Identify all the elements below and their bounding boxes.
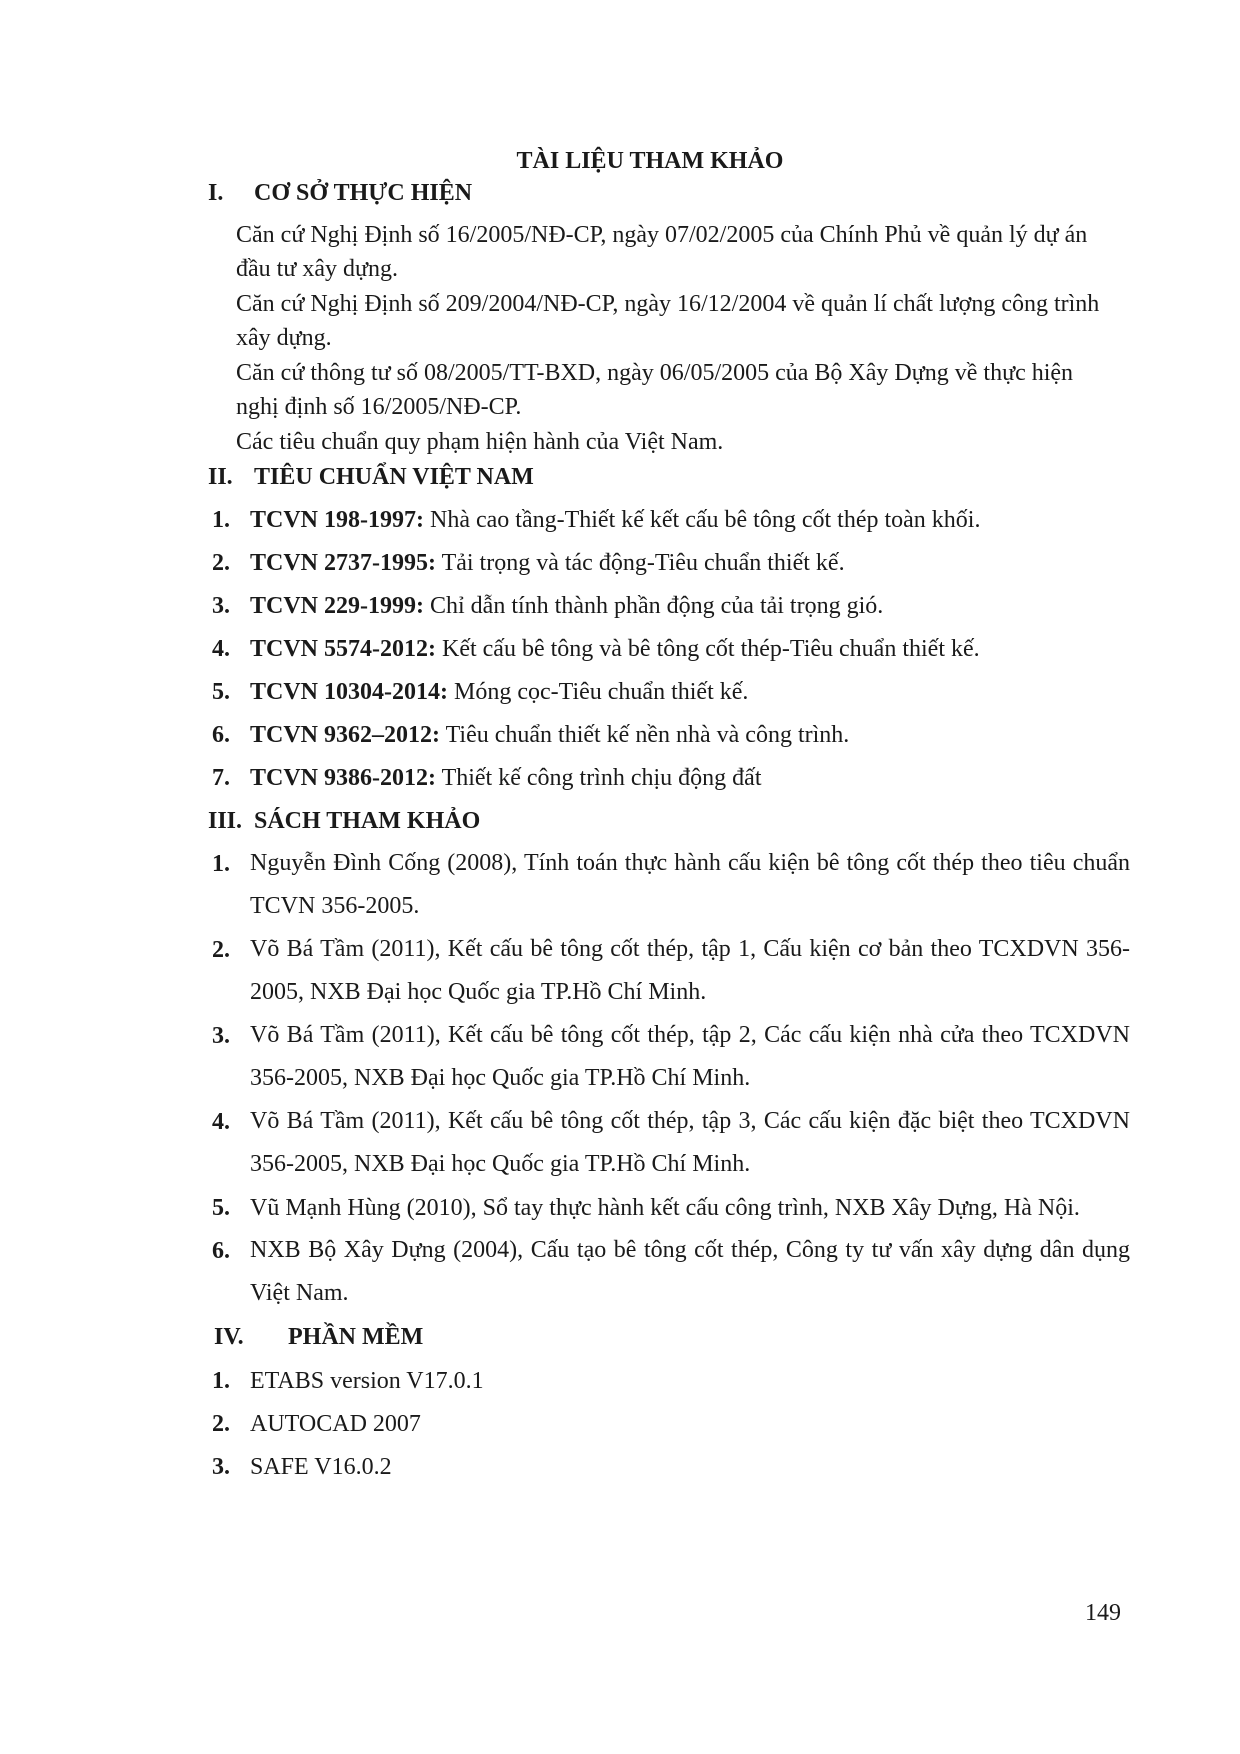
reference-text: Võ Bá Tầm (2011), Kết cấu bê tông cốt thép, tập 1, Cấu kiện cơ bản theo TCXDVN 356-2005, NXB Đại học Quốc gia TP.Hồ Chí Minh. (250, 936, 1130, 1005)
software-name: SAFE V16.0.2 (250, 1454, 392, 1480)
document-page: TÀI LIỆU THAM KHẢO I. CƠ SỞ THỰC HIỆN Căn cứ Nghị Định số 16/2005/NĐ-CP, ngày 07/02/2005 của Chính Phủ về quản lý dự án đầu tư xây dựng. Căn cứ Nghị Định số 209/2004/NĐ-CP, ngày 16/12/2004 về quản lí chất lượng công trình xây dựng. Căn cứ thông tư số 08/2005/TT-BXD, ngày 06/05/2005 của Bộ Xây Dựng về thực hiện nghị định số 16/2005/NĐ-CP. Các tiêu chuẩn quy phạm hiện hành của Việt Nam. II. TIÊU CHUẨN VIỆT NAM 1. TCVN 198-1997: Nhà cao tầng-Thiết kế kết cấu bê tông cốt thép toàn khối. 2. TCVN 2737-1995: Tải trọng và tác động-Tiêu chuẩn thiết kế. 3. TCVN 229-1999: Chỉ dẫn tính thành phần động của tải trọng gió. 4. TCVN 5574-2012: Kết cấu bê tông và bê tông cốt thép-Tiêu chuẩn thiết kế. 5. TCVN 10304-2014: Móng cọc-Tiêu chuẩn thiết kế. 6. TCVN 9362–2012: Tiêu chuẩn thiết kế nền nhà và công trình. 7. TCVN 9386-2012: Thiết kế công trình chịu động đất III. SÁCH THAM KHẢO 1. Nguyễn Đình Cống (2008), Tính toán thực hành cấu kiện bê tông cốt thép theo tiêu chuẩn TCVN 356-2005. 2. Võ Bá Tầm (2011), Kết cấu bê tông cốt thép, tập 1, Cấu kiện cơ bản theo TCXDVN 356-2005, NXB Đại học Quốc gia TP.Hồ Chí Minh. 3. Võ Bá Tầm (2011), Kết cấu bê tông cốt thép, tập 2, Các cấu kiện nhà cửa theo TCXDVN 356-2005, NXB Đại học Quốc gia TP.Hồ Chí Minh. 4. Võ Bá Tầm (2011), Kết cấu bê tông cốt thép, tập 3, Các cấu kiện đặc biệt theo TCXDVN 356-2005, NXB Đại học Quốc gia TP.Hồ Chí Minh. 5. Vũ Mạnh Hùng (2010), Sổ tay thực hành kết cấu công trình, NXB Xây Dựng, Hà Nội. 6. NXB Bộ Xây Dựng (2004), Cấu tạo bê tông cốt thép, Công ty tư vấn xây dựng dân dụng Việt Nam. IV. PHẦN MỀM 1. ETABS version V17.0.1 2. AUTOCAD 2007 3. SAFE V16.0.2 149 (0, 0, 1240, 1754)
item-number: 4. (212, 1109, 230, 1135)
item-number: 2. (212, 1411, 230, 1437)
reference-text: NXB Bộ Xây Dựng (2004), Cấu tạo bê tông cốt thép, Công ty tư vấn xây dựng dân dụng Việt Nam. (250, 1237, 1130, 1306)
item-number: 2. (212, 937, 230, 963)
section-title: CƠ SỞ THỰC HIỆN (254, 180, 473, 206)
standard-title: Móng cọc-Tiêu chuẩn thiết kế. (448, 679, 749, 705)
item-number: 2. (212, 550, 230, 576)
item-number: 4. (212, 636, 230, 662)
reference-text: Nguyễn Đình Cống (2008), Tính toán thực hành cấu kiện bê tông cốt thép theo tiêu chuẩn TCVN 356-2005. (250, 850, 1130, 919)
paragraph: Các tiêu chuẩn quy phạm hiện hành của Việt Nam. (236, 429, 724, 455)
standard-title: Nhà cao tầng-Thiết kế kết cấu bê tông cốt thép toàn khối. (424, 507, 981, 533)
standard-title: Tiêu chuẩn thiết kế nền nhà và công trình. (440, 722, 850, 748)
section-number: I. (208, 180, 224, 206)
standard-code: TCVN 2737-1995 (250, 550, 428, 576)
item-number: 7. (212, 765, 230, 791)
reference-text: Vũ Mạnh Hùng (2010), Sổ tay thực hành kết cấu công trình, NXB Xây Dựng, Hà Nội. (250, 1195, 1080, 1221)
page-number: 149 (1085, 1600, 1121, 1626)
item-number: 3. (212, 593, 230, 619)
standard-code: TCVN 5574-2012 (250, 636, 428, 662)
standard-code: TCVN 9362–2012 (250, 722, 433, 748)
item-number: 5. (212, 679, 230, 705)
paragraph: Căn cứ thông tư số 08/2005/TT-BXD, ngày 06/05/2005 của Bộ Xây Dựng về thực hiện nghị định số 16/2005/NĐ-CP. (236, 360, 1074, 420)
standard-title: Chỉ dẫn tính thành phần động của tải trọng gió. (424, 593, 884, 619)
section-title: TIÊU CHUẨN VIỆT NAM (254, 464, 534, 490)
standard-title: Kết cấu bê tông và bê tông cốt thép-Tiêu chuẩn thiết kế. (436, 636, 980, 662)
item-number: 6. (212, 722, 230, 748)
item-number: 1. (212, 507, 230, 533)
item-number: 1. (212, 851, 230, 877)
item-number: 3. (212, 1023, 230, 1049)
reference-text: Võ Bá Tầm (2011), Kết cấu bê tông cốt thép, tập 2, Các cấu kiện nhà cửa theo TCXDVN 356-2005, NXB Đại học Quốc gia TP.Hồ Chí Minh. (250, 1022, 1130, 1091)
standard-title: Tải trọng và tác động-Tiêu chuẩn thiết kế. (436, 550, 845, 576)
standard-title: Thiết kế công trình chịu động đất (436, 765, 762, 791)
item-number: 5. (212, 1195, 230, 1221)
section-title: SÁCH THAM KHẢO (254, 808, 481, 834)
software-name: AUTOCAD 2007 (250, 1411, 421, 1437)
paragraph: Căn cứ Nghị Định số 209/2004/NĐ-CP, ngày 16/12/2004 về quản lí chất lượng công trình xây dựng. (236, 291, 1100, 351)
standard-code: TCVN 229-1999 (250, 593, 416, 619)
software-name: ETABS version V17.0.1 (250, 1368, 484, 1394)
standard-code: TCVN 10304-2014: (250, 679, 448, 705)
item-number: 3. (212, 1454, 230, 1480)
section-number: III. (208, 808, 243, 834)
section-number: IV. (214, 1324, 244, 1350)
section-title: PHẦN MỀM (288, 1324, 424, 1350)
reference-text: Võ Bá Tầm (2011), Kết cấu bê tông cốt thép, tập 3, Các cấu kiện đặc biệt theo TCXDVN 356-2005, NXB Đại học Quốc gia TP.Hồ Chí Minh. (250, 1108, 1130, 1177)
standard-code: TCVN 198-1997 (250, 507, 416, 533)
standard-code: TCVN 9386-2012: (250, 765, 436, 791)
item-number: 6. (212, 1238, 230, 1264)
page-title: TÀI LIỆU THAM KHẢO (516, 148, 784, 174)
section-number: II. (208, 464, 233, 490)
paragraph: Căn cứ Nghị Định số 16/2005/NĐ-CP, ngày 07/02/2005 của Chính Phủ về quản lý dự án đầu tư xây dựng. (236, 222, 1088, 282)
item-number: 1. (212, 1368, 230, 1394)
